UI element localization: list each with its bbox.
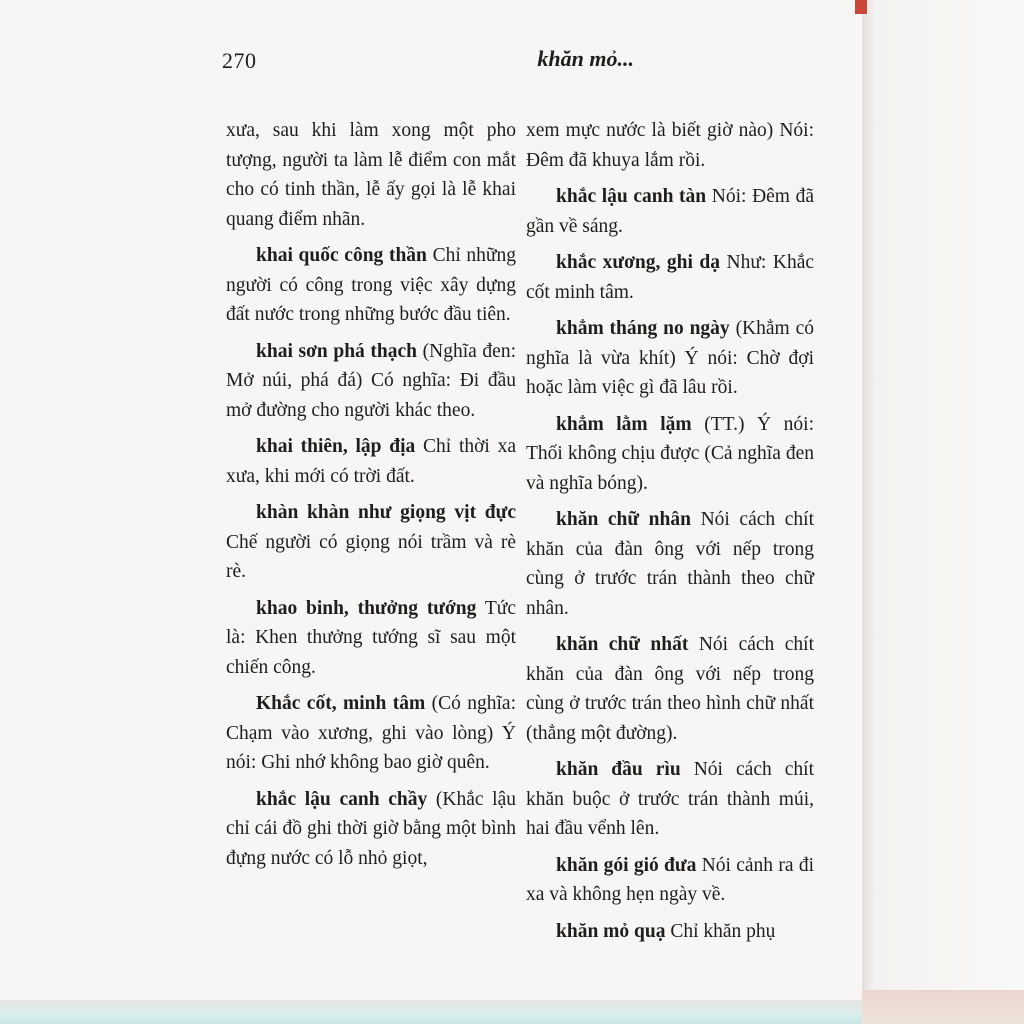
- entry-definition: (TT.) Ý nói: Thối không chịu được (Cả nghĩa đen và nghĩa bóng).: [526, 413, 814, 494]
- dictionary-entry: [226, 594, 516, 683]
- dictionary-entry: [526, 630, 814, 748]
- book-bottom-edge: [0, 1000, 862, 1024]
- dictionary-entry: [226, 432, 516, 491]
- entry-definition: Như: Khắc cốt minh tâm.: [526, 252, 815, 303]
- dictionary-entry: [526, 182, 814, 241]
- dictionary-entry: [526, 755, 814, 844]
- entry-definition: (Khắc lậu chỉ cái đồ ghi thời giờ bằng một bình đựng nước có lỗ nhỏ giọt,: [226, 788, 516, 869]
- dictionary-entry: [526, 314, 814, 403]
- page-corner-shadow: [862, 990, 1024, 1024]
- entry-definition: Tức là: Khen thưởng tướng sĩ sau một chiến công.: [226, 597, 516, 678]
- left-column: [226, 116, 516, 880]
- entry-headword: khăn gói gió đưa: [556, 854, 697, 876]
- dictionary-entry: [526, 851, 814, 910]
- entry-definition: Chỉ khăn phụ: [665, 920, 776, 942]
- dictionary-entry: [226, 241, 516, 330]
- entry-headword: khăn chữ nhân: [556, 509, 691, 530]
- entry-headword: khàn khàn như giọng vịt đực: [256, 502, 516, 523]
- entry-headword: khẳm lằm lặm: [556, 413, 692, 435]
- entry-headword: khăn đầu rìu: [556, 759, 681, 780]
- entry-definition: Nói cách chít khăn của đàn ông với nếp trong cùng ở trước trán thành theo chữ nhân.: [526, 509, 814, 619]
- dictionary-entry: [226, 116, 516, 234]
- dictionary-entry: [526, 505, 814, 623]
- entry-definition: xem mực nước là biết giờ nào) Nói: Đêm đã khuya lắm rồi.: [526, 120, 814, 171]
- entry-definition: Nói cách chít khăn buộc ở trước trán thành múi, hai đầu vểnh lên.: [526, 759, 814, 839]
- entry-definition: Nói: Đêm đã gần về sáng.: [526, 186, 814, 237]
- entry-headword: khắc lậu canh chầy: [256, 788, 428, 810]
- dictionary-entry: [226, 785, 516, 874]
- dictionary-entry: [526, 248, 814, 307]
- entry-definition: Nói cảnh ra đi xa và không hẹn ngày về.: [526, 854, 814, 905]
- entry-headword: khai sơn phá thạch: [256, 340, 418, 362]
- entry-headword: khai quốc công thần: [256, 245, 427, 266]
- running-head: khăn mỏ...: [537, 46, 634, 71]
- entry-definition: Chỉ những người có công trong việc xây dựng đất nước trong những bước đầu tiên.: [226, 245, 516, 325]
- right-column: [526, 116, 814, 953]
- dictionary-entry: [226, 498, 516, 587]
- entry-definition: xưa, sau khi làm xong một pho tượng, người ta làm lễ điểm con mắt cho có tinh thần, lễ ấy gọi là lễ khai quang điểm nhãn.: [226, 120, 516, 230]
- entry-definition: Chỉ thời xa xưa, khi mới có trời đất.: [226, 436, 516, 487]
- dictionary-entry: [226, 689, 516, 778]
- entry-definition: Nói cách chít khăn của đàn ông với nếp trong cùng ở trước trán theo hình chữ nhất (thẳng một đường).: [526, 634, 814, 744]
- entry-headword: khai thiên, lập địa: [256, 436, 416, 457]
- dictionary-entry: [526, 410, 814, 499]
- entry-headword: khăn mỏ quạ: [556, 920, 666, 942]
- entry-headword: khẳm tháng no ngày: [556, 318, 730, 339]
- entry-definition: (Khẳm có nghĩa là vừa khít) Ý nói: Chờ đợi hoặc làm việc gì đã lâu rồi.: [526, 318, 814, 398]
- entry-headword: khắc xương, ghi dạ: [556, 252, 720, 273]
- adjacent-page-edge: [862, 0, 1024, 1024]
- dictionary-entry: [526, 917, 814, 947]
- dictionary-entry: [226, 337, 516, 426]
- entry-headword: khắc lậu canh tàn: [556, 186, 707, 207]
- entry-headword: Khắc cốt, minh tâm: [256, 693, 426, 714]
- entry-headword: khao binh, thưởng tướng: [256, 597, 477, 619]
- entry-definition: Chế người có giọng nói trầm và rè rè.: [226, 531, 516, 582]
- page-number: 270: [222, 48, 257, 73]
- entry-headword: khăn chữ nhất: [556, 634, 689, 655]
- entry-definition: (Nghĩa đen: Mở núi, phá đá) Có nghĩa: Đi đầu mở đường cho người khác theo.: [226, 340, 516, 421]
- book-cover-edge: [855, 0, 867, 14]
- entry-definition: (Có nghĩa: Chạm vào xương, ghi vào lòng) Ý nói: Ghi nhớ không bao giờ quên.: [226, 693, 516, 773]
- dictionary-entry: [526, 116, 814, 175]
